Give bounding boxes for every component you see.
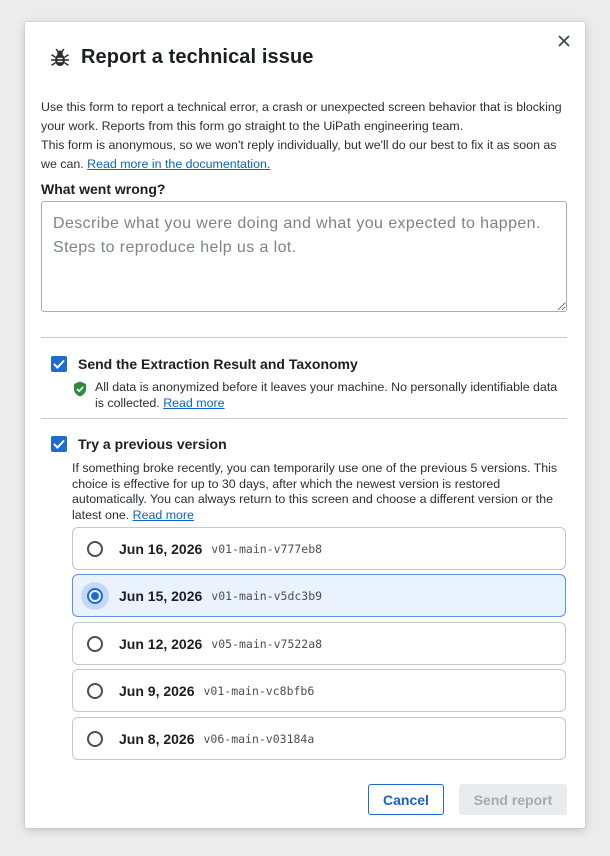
version-date: Jun 12, 2026 [119,635,203,652]
previous-version-note-text: If something broke recently, you can temporarily use one of the previous 5 versions. This choice is effective for up to 30 days, after which the newest version is restored automatically. You can always return to this screen and choose a different version or the latest one. [72,461,558,522]
divider [41,337,567,338]
version-option[interactable] [72,717,566,760]
intro-line-2-text: This form is anonymous, so we won't reply individually, but we'll do our best to fix it as soon as we can. [41,138,557,171]
dialog-title: Report a technical issue [81,46,314,68]
version-date: Jun 8, 2026 [119,730,195,747]
send-extraction-checkbox[interactable] [51,356,67,372]
version-option[interactable] [72,622,566,665]
previous-version-note [72,461,562,523]
version-date: Jun 16, 2026 [119,540,203,557]
version-id: v01-main-v5dc3b9 [211,588,323,603]
version-option-selected[interactable] [72,574,566,617]
what-went-wrong-label: What went wrong? [41,181,166,197]
send-report-button[interactable]: Send report [459,784,567,815]
radio-button-selected[interactable] [87,588,103,604]
version-id: v06-main-v03184a [203,731,315,746]
intro-line-1: Use this form to report a technical error, a crash or unexpected screen behavior that is blocking your work. Reports from this form go straight to the UiPath engineering team. [41,100,562,133]
previous-version-label: Try a previous version [78,436,227,452]
radio-button[interactable] [87,636,103,652]
shield-check-icon [73,381,87,397]
send-extraction-note-text: All data is anonymized before it leaves your machine. No personally identifiable data is collected. [95,380,558,410]
previous-version-read-more-link[interactable]: Read more [132,507,194,522]
intro-text [41,98,571,174]
version-date: Jun 9, 2026 [119,682,195,699]
divider [41,418,567,419]
close-icon[interactable] [553,30,575,52]
dialog-header [49,46,313,69]
version-option[interactable] [72,527,566,570]
version-id: v01-main-v777eb8 [211,541,323,556]
cancel-button[interactable]: Cancel [368,784,444,815]
report-issue-dialog [25,22,585,828]
send-extraction-note [95,380,565,411]
send-extraction-read-more-link[interactable]: Read more [163,395,225,410]
send-extraction-label: Send the Extraction Result and Taxonomy [78,356,358,372]
bug-icon [49,47,71,69]
version-option[interactable] [72,669,566,712]
radio-button[interactable] [87,541,103,557]
version-date: Jun 15, 2026 [119,587,203,604]
version-id: v05-main-v7522a8 [211,636,323,651]
intro-line-2 [41,136,571,174]
documentation-link[interactable]: Read more in the documentation. [87,157,271,171]
previous-version-checkbox[interactable] [51,436,67,452]
what-went-wrong-field[interactable] [41,201,567,312]
radio-button[interactable] [87,683,103,699]
radio-button[interactable] [87,731,103,747]
version-id: v01-main-vc8bfb6 [203,683,315,698]
